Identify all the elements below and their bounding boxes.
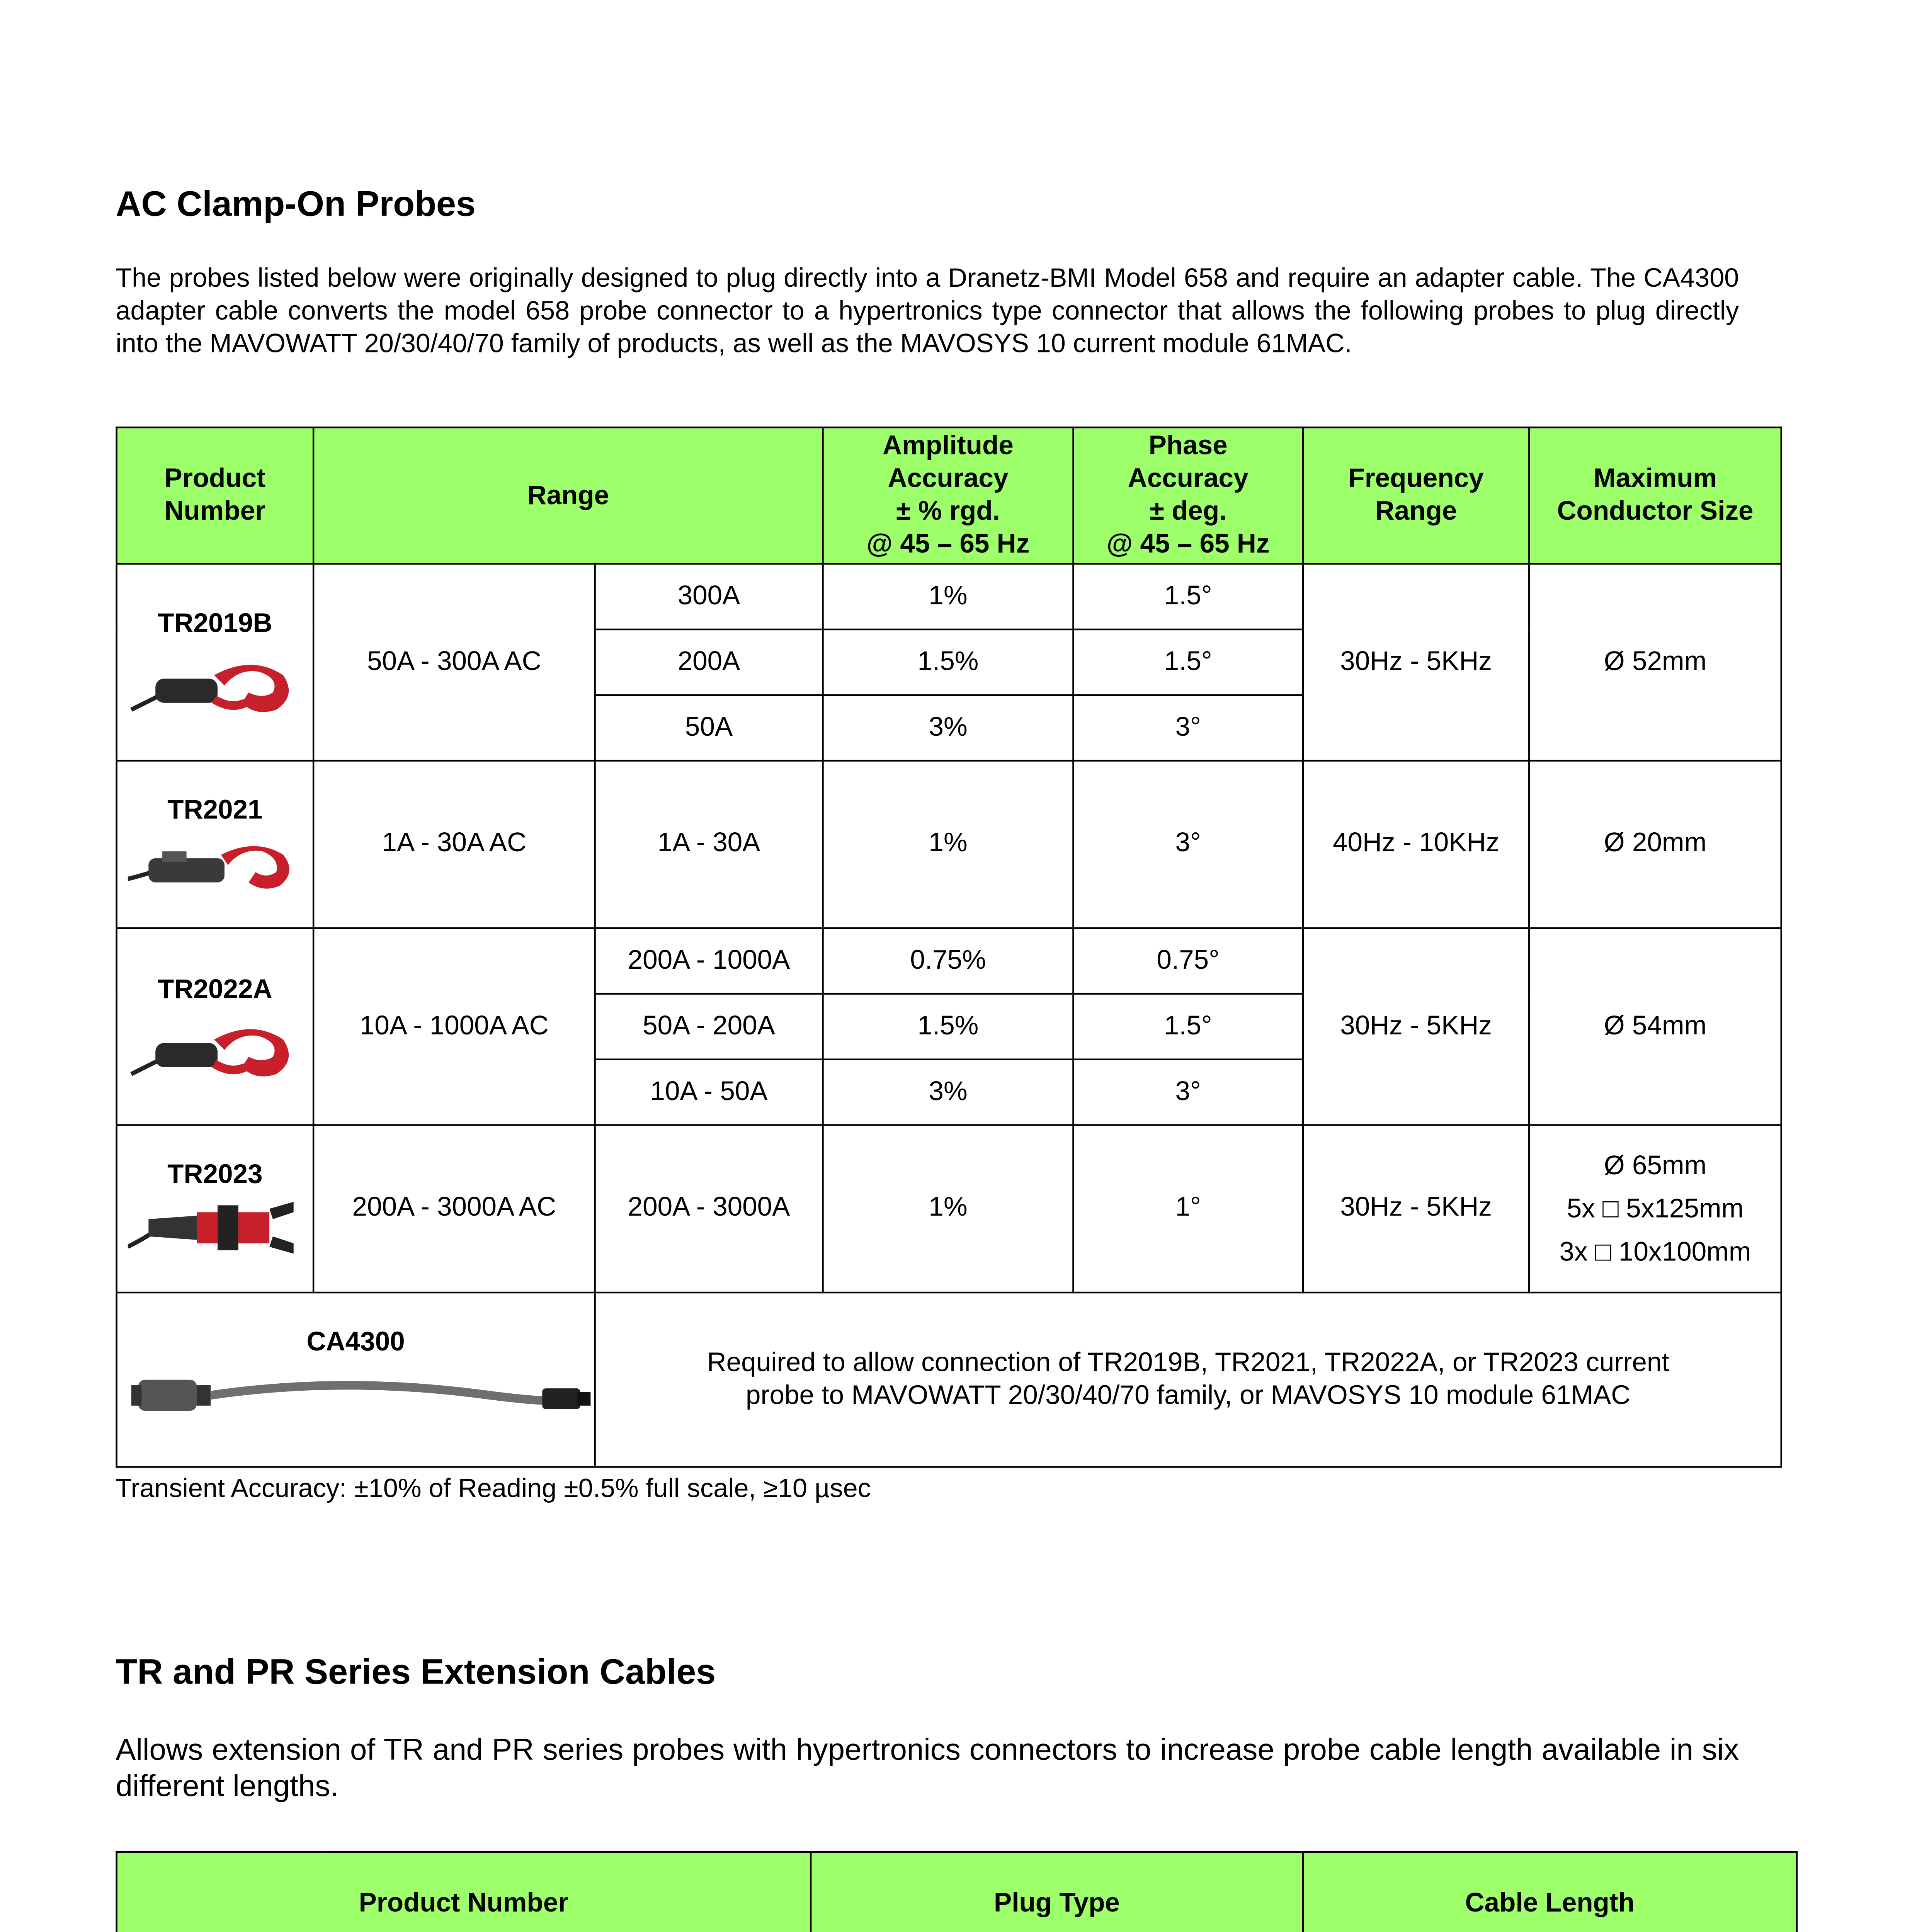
header-amplitude-accuracy: Amplitude Accuracy ± % rgd. @ 45 – 65 Hz	[823, 427, 1073, 564]
amplitude-cell: 1.5%	[823, 629, 1073, 695]
header-range: Range	[313, 427, 823, 564]
subrange-cell: 10A - 50A	[595, 1060, 823, 1125]
phase-cell: 1.5°	[1073, 994, 1303, 1060]
clamp-probe-icon	[128, 834, 301, 896]
subrange-cell: 200A	[595, 629, 823, 695]
clamp-probe-icon	[128, 1015, 301, 1085]
product-cell	[117, 1125, 313, 1293]
header-cable-length: Cable Length	[1303, 1852, 1797, 1932]
header-frequency-range: Frequency Range	[1303, 427, 1529, 564]
header-phase-accuracy: Phase Accuracy ± deg. @ 45 – 65 Hz	[1073, 427, 1303, 564]
transient-accuracy-note: Transient Accuracy: ±10% of Reading ±0.5% full scale, ≥10 µsec	[116, 1475, 871, 1504]
phase-cell: 1°	[1073, 1125, 1303, 1293]
phase-cell: 3°	[1073, 695, 1303, 761]
range-cell: 10A - 1000A AC	[313, 928, 595, 1125]
adapter-name: CA4300	[306, 1328, 405, 1357]
product-name: TR2019B	[158, 609, 272, 639]
phase-cell: 1.5°	[1073, 564, 1303, 629]
range-cell: 50A - 300A AC	[313, 564, 595, 760]
section-title-clamp-probes: AC Clamp-On Probes	[116, 185, 476, 224]
adapter-cell	[117, 1293, 595, 1467]
header-product-number: Product Number	[117, 1852, 811, 1932]
extension-cables-intro: Allows extension of TR and PR series probes with hypertronics connectors to increase probe cable length available in six different lengths.	[116, 1732, 1739, 1803]
amplitude-cell: 1%	[823, 1125, 1073, 1293]
table-row	[117, 1125, 1781, 1293]
section-title-extension-cables: TR and PR Series Extension Cables	[116, 1652, 716, 1692]
phase-cell: 3°	[1073, 761, 1303, 928]
phase-cell: 3°	[1073, 1060, 1303, 1125]
clamp-probe-table	[116, 427, 1782, 1468]
amplitude-cell: 0.75%	[823, 928, 1073, 994]
amplitude-cell: 3%	[823, 695, 1073, 761]
max-conductor-cell: Ø 54mm	[1529, 928, 1781, 1125]
phase-cell: 0.75°	[1073, 928, 1303, 994]
subrange-cell: 50A	[595, 695, 823, 761]
product-cell	[117, 761, 313, 928]
amplitude-cell: 1.5%	[823, 994, 1073, 1060]
amplitude-cell: 1%	[823, 761, 1073, 928]
max-conductor-cell: Ø 65mm 5x □ 5x125mm 3x □ 10x100mm	[1529, 1125, 1781, 1293]
subrange-cell: 200A - 1000A	[595, 928, 823, 994]
product-cell	[117, 928, 313, 1125]
frequency-cell: 30Hz - 5KHz	[1303, 564, 1529, 760]
table-row	[117, 928, 1781, 994]
product-name: TR2022A	[158, 975, 272, 1005]
adapter-cable-icon	[131, 1366, 594, 1425]
subrange-cell: 50A - 200A	[595, 994, 823, 1060]
phase-cell: 1.5°	[1073, 629, 1303, 695]
amplitude-cell: 3%	[823, 1060, 1073, 1125]
range-cell: 200A - 3000A AC	[313, 1125, 595, 1293]
product-name: TR2023	[167, 1160, 263, 1190]
table-row	[117, 1293, 1781, 1467]
table-header-row	[117, 1852, 1797, 1932]
table-row	[117, 761, 1781, 928]
range-cell: 1A - 30A AC	[313, 761, 595, 928]
frequency-cell: 40Hz - 10KHz	[1303, 761, 1529, 928]
clamp-probes-intro: The probes listed below were originally designed to plug directly into a Dranetz-BMI Model 658 and require an adapter cable. The CA4300 adapter cable converts the model 658 probe connector to a hypertronics type connector that allows the following probes to plug directly into the MAVOWATT 20/30/40/70 family of products, as well as the MAVOSYS 10 current module 61MAC.	[116, 264, 1739, 359]
product-cell	[117, 564, 313, 760]
max-conductor-cell: Ø 52mm	[1529, 564, 1781, 760]
frequency-cell: 30Hz - 5KHz	[1303, 1125, 1529, 1293]
table-header-row	[117, 427, 1781, 564]
max-conductor-cell: Ø 20mm	[1529, 761, 1781, 928]
subrange-cell: 200A - 3000A	[595, 1125, 823, 1293]
product-name: TR2021	[167, 796, 263, 826]
header-plug-type: Plug Type	[811, 1852, 1303, 1932]
adapter-description: Required to allow connection of TR2019B, TR2021, TR2022A, or TR2023 current probe to MAVOWATT 20/30/40/70 family, or MAVOSYS 10 module 61MAC	[595, 1293, 1781, 1467]
header-product-number: Product Number	[117, 427, 313, 564]
subrange-cell: 300A	[595, 564, 823, 629]
header-max-conductor: Maximum Conductor Size	[1529, 427, 1781, 564]
table-row	[117, 564, 1781, 629]
frequency-cell: 30Hz - 5KHz	[1303, 928, 1529, 1125]
clamp-probe-icon	[128, 651, 301, 720]
subrange-cell: 1A - 30A	[595, 761, 823, 928]
amplitude-cell: 1%	[823, 564, 1073, 629]
extension-cable-table	[116, 1851, 1798, 1932]
clamp-probe-icon	[128, 1195, 301, 1261]
